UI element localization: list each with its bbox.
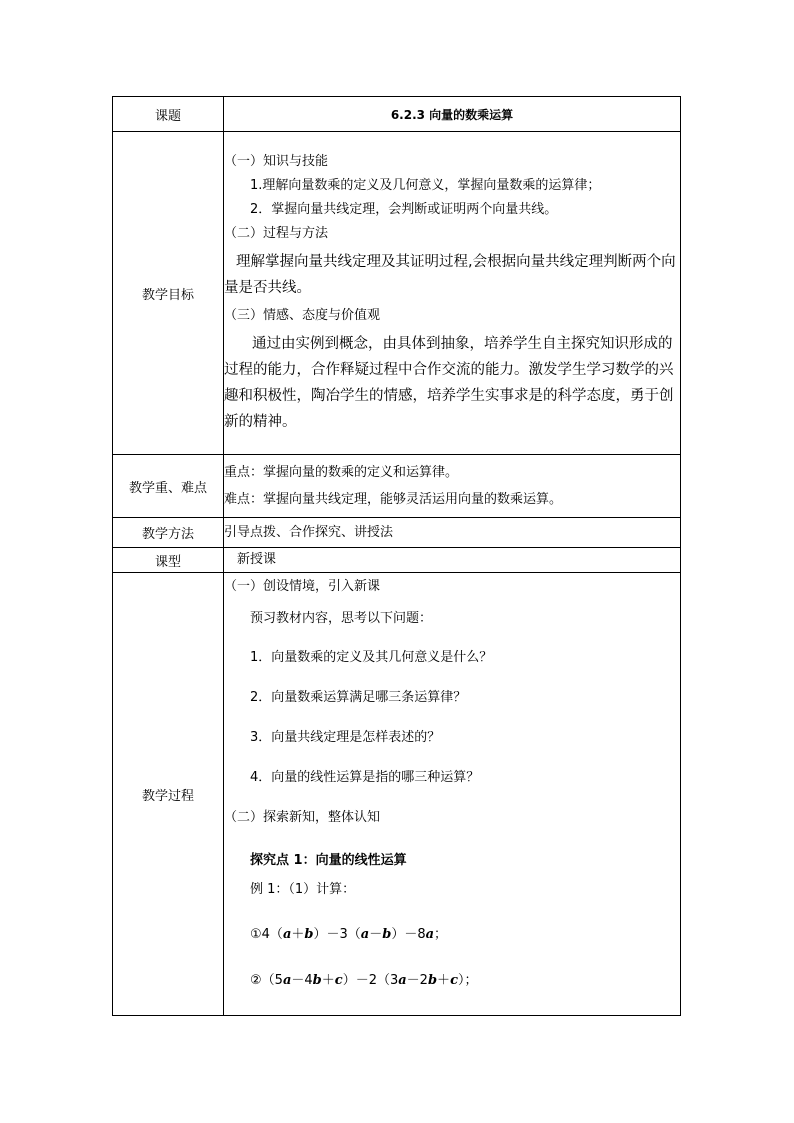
goals-content [224, 132, 681, 455]
title-label: 课题 [113, 97, 224, 132]
key-points-content [224, 455, 681, 518]
lesson-plan-table [112, 96, 681, 1016]
method-label: 教学方法 [113, 518, 224, 548]
type-row [113, 548, 681, 573]
formula-1: ①4（a＋b）－3（a－b）－8a； [250, 927, 448, 942]
process-content [224, 573, 681, 1016]
question-4: 4．向量的线性运算是指的哪三种运算？ [250, 770, 480, 785]
goals-s3-body: 通过由实例到概念，由具体到抽象，培养学生自主探究知识形成的过程的能力，合作释疑过程中合作交流的能力。激发学生学习数学的兴趣和积极性，陶冶学生的情感，培养学生实事求是的科学态度，勇于创新的精神。 [224, 336, 674, 430]
title-row [113, 97, 681, 132]
goals-s3-title: （三）情感、态度与价值观 [224, 308, 381, 323]
process-p1-intro: 预习教材内容，思考以下问题： [250, 611, 433, 626]
method-row [113, 518, 681, 548]
goals-label: 教学目标 [113, 132, 224, 455]
goals-row [113, 132, 681, 455]
process-p1-title: （一）创设情境，引入新课 [224, 579, 381, 594]
goals-s2-title: （二）过程与方法 [224, 226, 329, 241]
key-points-label: 教学重、难点 [113, 455, 224, 518]
goals-s2-body: 理解掌握向量共线定理及其证明过程,会根据向量共线定理判断两个向量是否共线。 [224, 254, 676, 296]
process-row [113, 573, 681, 1016]
type-label: 课型 [113, 548, 224, 573]
process-label: 教学过程 [113, 573, 224, 1016]
focus-text: 重点：掌握向量的数乘的定义和运算律。 [224, 464, 459, 480]
key-points-row [113, 455, 681, 518]
lesson-title: 6.2.3 向量的数乘运算 [224, 97, 681, 132]
question-1: 1．向量数乘的定义及其几何意义是什么？ [250, 650, 493, 665]
process-p2-title: （二）探索新知，整体认知 [224, 810, 381, 825]
type-value: 新授课 [224, 548, 681, 573]
example-1: 例 1：（1）计算： [250, 882, 356, 897]
goals-s1-item1: 1.理解向量数乘的定义及几何意义，掌握向量数乘的运算律； [250, 178, 601, 193]
goals-s1-item2: 2．掌握向量共线定理，会判断或证明两个向量共线。 [250, 202, 558, 217]
question-3: 3．向量共线定理是怎样表述的？ [250, 730, 441, 745]
method-value: 引导点拨、合作探究、讲授法 [224, 518, 681, 548]
question-2: 2．向量数乘运算满足哪三条运算律？ [250, 690, 467, 705]
formula-2: ②（5a－4b＋c）－2（3a－2b＋c）； [250, 973, 478, 988]
difficulty-text: 难点：掌握向量共线定理，能够灵活运用向量的数乘运算。 [224, 491, 563, 507]
explore-point-title: 探究点 1：向量的线性运算 [250, 853, 407, 868]
goals-s1-title: （一）知识与技能 [224, 154, 329, 169]
